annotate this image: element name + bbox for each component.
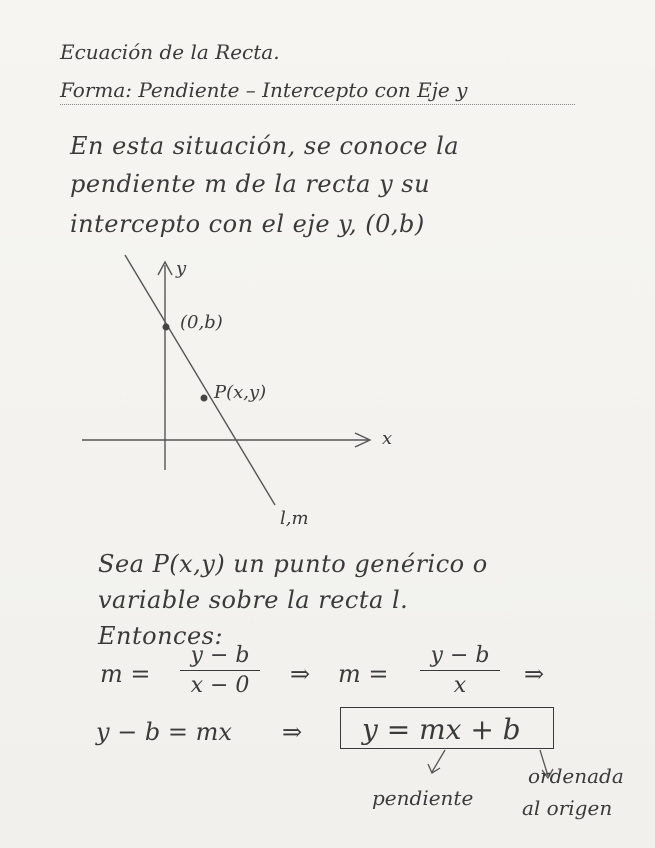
intercept-annotation-line-2: al origen — [522, 796, 613, 820]
body-line-1: Sea P(x,y) un punto genérico o — [98, 550, 488, 578]
y-axis-label: y — [176, 258, 187, 279]
body-line-2: variable sobre la recta l. — [98, 586, 409, 614]
page-title: Ecuación de la Recta. — [60, 40, 280, 64]
intercept-annotation-line-1: ordenada — [528, 764, 624, 788]
m-equals-2: m = — [338, 660, 389, 688]
implies-arrow-2: ⇒ — [524, 660, 545, 688]
intro-line-3: intercepto con el eje y, (0,b) — [70, 210, 425, 238]
m-equals-1: m = — [100, 660, 151, 688]
intro-line-2: pendiente m de la recta y su — [70, 170, 431, 198]
body-line-3: Entonces: — [98, 622, 224, 650]
y-minus-b-equation: y − b = mx — [96, 718, 232, 746]
line-label: l,m — [280, 508, 309, 529]
fraction-1-numerator: y − b — [190, 643, 250, 668]
fraction-1-denominator: x − 0 — [190, 673, 250, 698]
implies-arrow-1: ⇒ — [290, 660, 311, 688]
x-axis-label: x — [382, 428, 393, 449]
general-point-label: P(x,y) — [214, 382, 267, 403]
fraction-2-numerator: y − b — [430, 643, 490, 668]
fraction-2-denominator: x — [453, 673, 467, 698]
intro-line-1: En esta situación, se conoce la — [70, 132, 460, 160]
intercept-point-label: (0,b) — [180, 312, 223, 333]
final-equation: y = mx + b — [362, 713, 521, 746]
slope-annotation: pendiente — [372, 786, 474, 810]
implies-arrow-3: ⇒ — [282, 718, 303, 746]
page-subtitle: Forma: Pendiente – Intercepto con Eje y — [60, 78, 468, 102]
